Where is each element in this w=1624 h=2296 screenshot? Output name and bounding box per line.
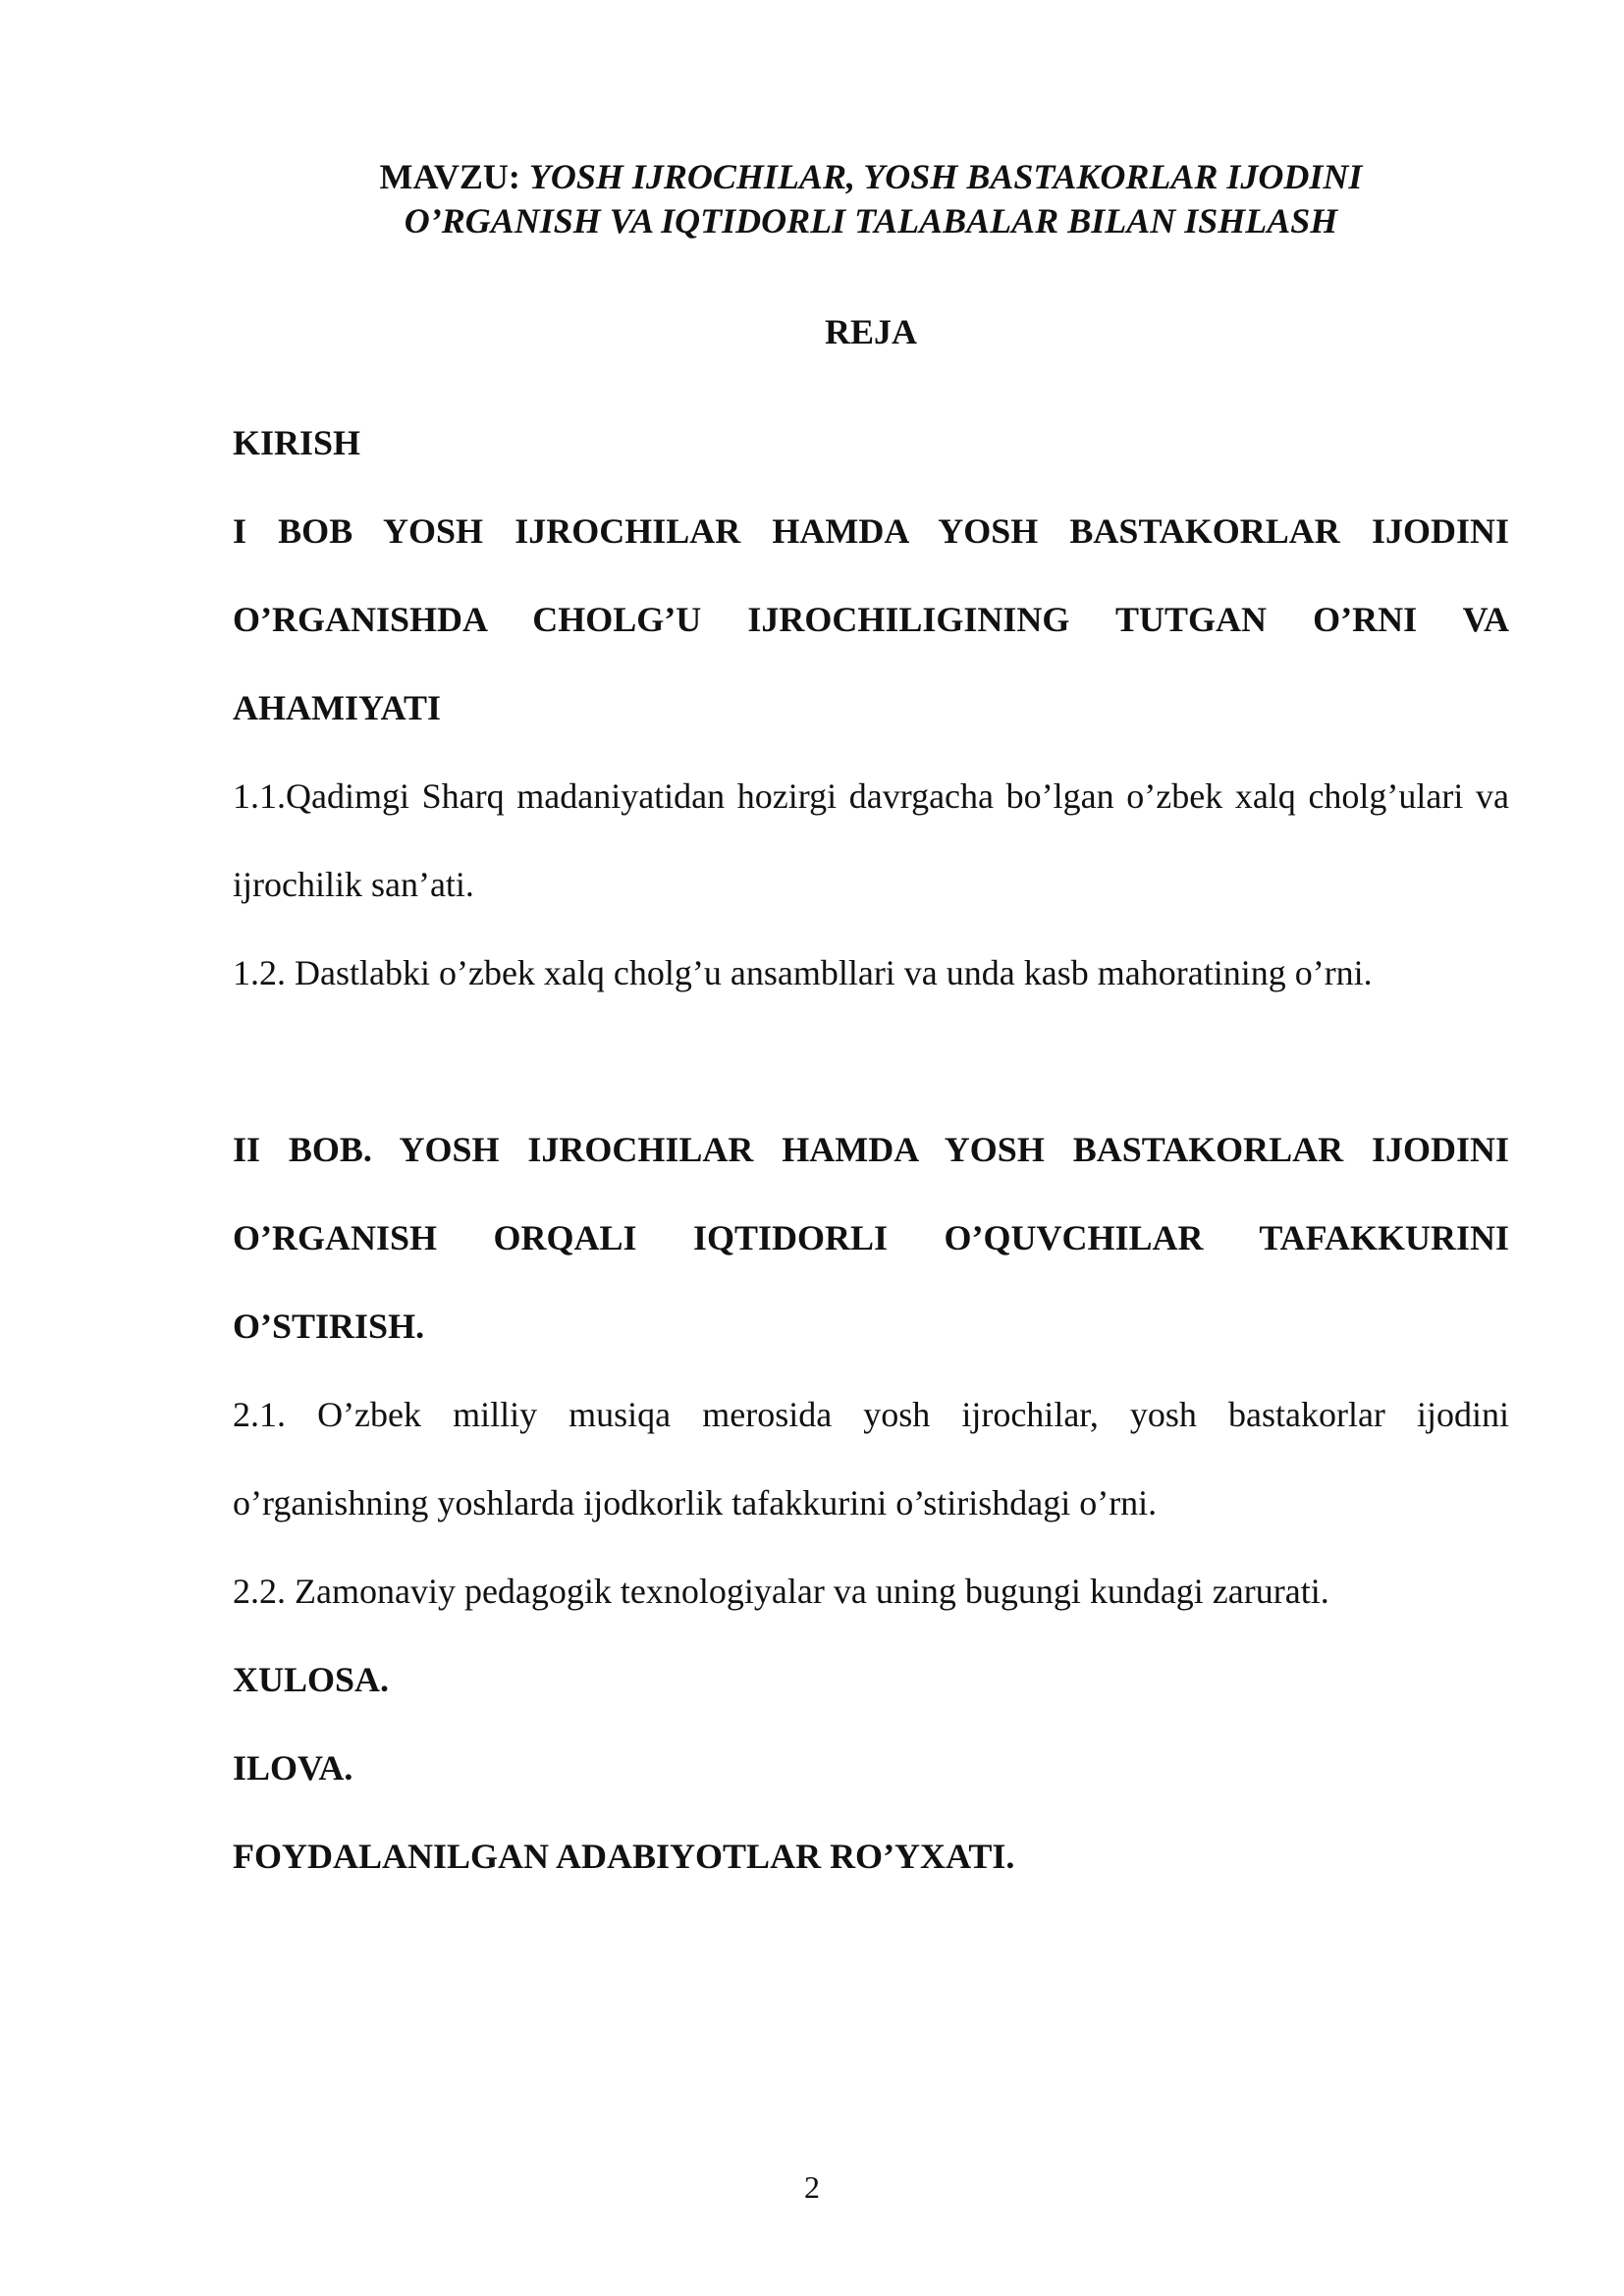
toc-section-1-1: 1.1.Qadimgi Sharq madaniyatidan hozirgi davrgacha bo’lgan o’zbek xalq cholg’ulari va ijrochilik san’ati. — [233, 776, 1509, 904]
plan-heading: REJA — [824, 312, 917, 351]
title-prefix: MAVZU: — [379, 157, 529, 196]
title-line-1 — [233, 155, 1509, 199]
document-title — [233, 155, 1509, 243]
title-topic-line-2: O’RGANISH VA IQTIDORLI TALABALAR BILAN ISHLASH — [404, 201, 1338, 240]
toc-intro: KIRISH — [233, 423, 361, 462]
toc-section-2-2: 2.2. Zamonaviy pedagogik texnologiyalar va uning bugungi kundagi zarurati. — [233, 1572, 1329, 1611]
page-number: 2 — [804, 2169, 820, 2205]
table-of-contents-part-2 — [233, 1105, 1509, 1900]
title-topic-line-1: YOSH IJROCHILAR, YOSH BASTAKORLAR IJODINI — [528, 157, 1363, 196]
toc-conclusion: XULOSA. — [233, 1660, 390, 1699]
toc-chapter-2: II BOB. YOSH IJROCHILAR HAMDA YOSH BASTAKORLAR IJODINI O’RGANISH ORQALI IQTIDORLI O’QUVCHILAR TAFAKKURINI O’STIRISH. — [233, 1130, 1509, 1346]
toc-section-2-1: 2.1. O’zbek milliy musiqa merosida yosh ijrochilar, yosh bastakorlar ijodini o’rganishning yoshlarda ijodkorlik tafakkurini o’stirishdagi o’rni. — [233, 1395, 1509, 1522]
toc-references: FOYDALANILGAN ADABIYOTLAR RO’YXATI. — [233, 1837, 1015, 1876]
toc-chapter-1: I BOB YOSH IJROCHILAR HAMDA YOSH BASTAKORLAR IJODINI O’RGANISHDA CHOLG’U IJROCHILIGINING TUTGAN O’RNI VA AHAMIYATI — [233, 511, 1509, 727]
toc-appendix: ILOVA. — [233, 1748, 353, 1788]
toc-section-1-2: 1.2. Dastlabki o’zbek xalq cholg’u ansambllari va unda kasb mahoratining o’rni. — [233, 953, 1373, 992]
table-of-contents-part-1 — [233, 399, 1509, 1017]
